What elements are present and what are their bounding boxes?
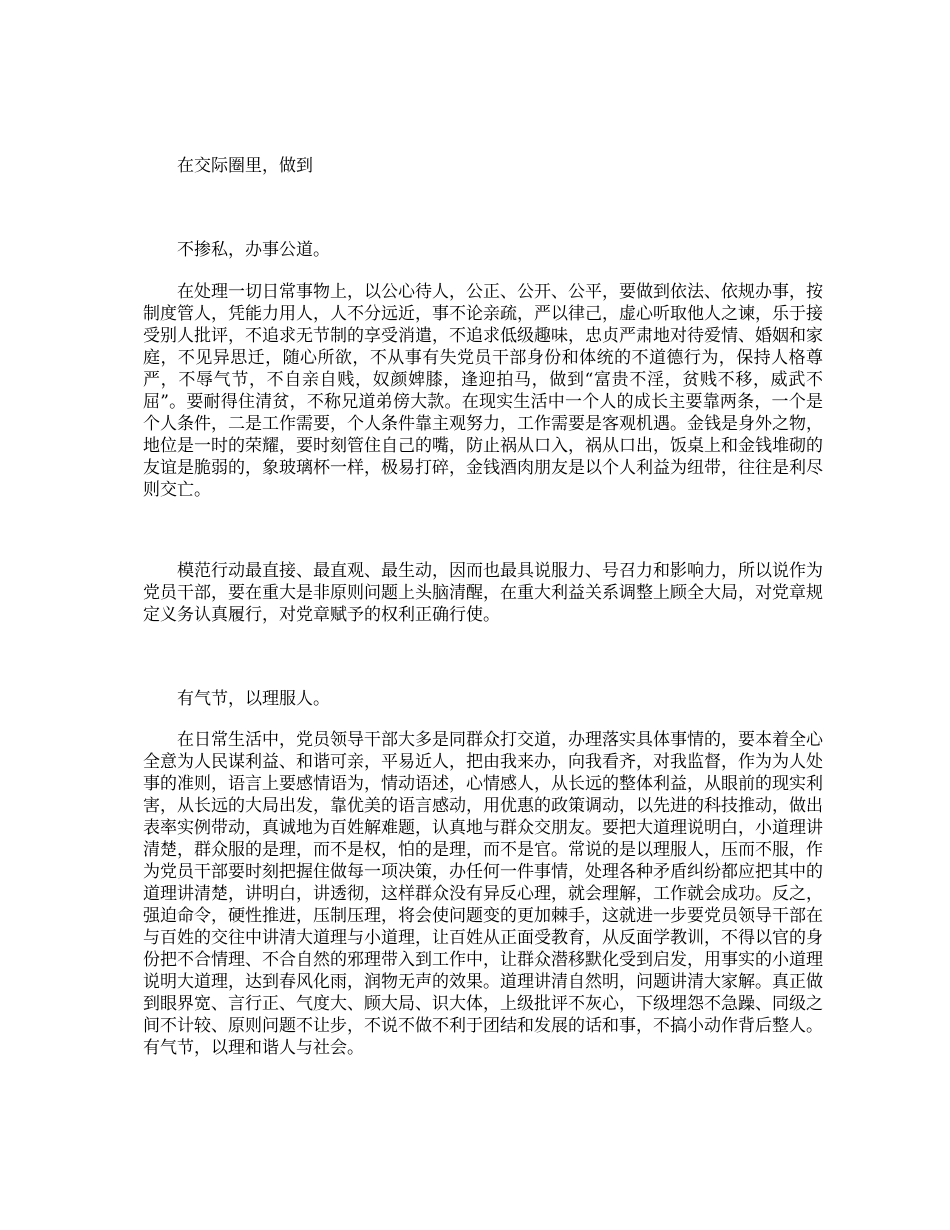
paragraph-6: 在日常生活中，党员领导干部大多是同群众打交道，办理落实具体事情的，要本着全心全意为人民谋利益、和谐可亲，平易近人，把由我来办，向我看齐，对我监督，作为为人处事的准则，语言上要感情语为，情动语述，心情感人，从长远的整体利益，从眼前的现实利害，从长远的大局出发，靠优美的语言感动，用优惠的政策调动，以先进的科技推动，做出表率实例带动，真诚地为百姓解难题，认真地与群众交朋友。要把大道理说明白，小道理讲清楚，群众服的是理，而不是权，怕的是理，而不是官。常说的是以理服人，压而不服，作为党员干部要时刻把握住做每一项决策，办任何一件事情，处理各种矛盾纠纷都应把其中的道理讲清楚，讲明白，讲透彻，这样群众没有异反心理，就会理解，工作就会成功。反之，强迫命令，硬性推进，压制压理，将会使问题变的更加棘手，这就进一步要党员领导干部在与百姓的交往中讲清大道理与小道理，让百姓从正面受教育，从反面学教训，不得以官的身份把不合情理、不合自然的邪理带入到工作中，让群众潜移默化受到启发，用事实的小道理说明大道理，达到春风化雨，润物无声的效果。道理讲清自然明，问题讲清大家解。真正做到眼界宽、言行正、气度大、顾大局、识大体，上级批评不灰心，下级埋怨不急躁、同级之间不计较、原则问题不让步，不说不做不利于团结和发展的话和事，不搞小动作背后整人。有气节，以理和谐人与社会。: [143, 730, 823, 1058]
paragraph-3: 在处理一切日常事物上，以公心待人，公正、公开、公平，要做到依法、依规办事，按制度管人，凭能力用人，人不分远近，事不论亲疏，严以律己，虚心听取他人之谏，乐于接受别人批评，不追求无节制的享受消遣，不追求低级趣味，忠贞严肃地对待爱情、婚姻和家庭，不见异思迁，随心所欲，不从事有失党员干部身份和体统的不道德行为，保持人格尊严，不辱气节，不自亲自贱，奴颜婢膝，逢迎拍马，做到“富贵不淫，贫贱不移，威武不屈”。要耐得住清贫，不称兄道弟傍大款。在现实生活中一个人的成长主要靠两条，一个是个人条件，二是工作需要，个人条件靠主观努力，工作需要是客观机遇。金钱是身外之物，地位是一时的荣耀，要时刻管住自己的嘴，防止祸从口入，祸从口出，饭桌上和金钱堆砌的友谊是脆弱的，象玻璃杯一样，极易打碎，金钱酒肉朋友是以个人利益为纽带，往往是利尽则交亡。: [143, 282, 823, 500]
paragraph-5: 有气节，以理服人。: [177, 689, 330, 709]
paragraph-1: 在交际圈里，做到: [177, 156, 313, 176]
paragraph-2: 不掺私，办事公道。: [177, 240, 330, 260]
paragraph-4: 模范行动最直接、最直观、最生动，因而也最具说服力、号召力和影响力，所以说作为党员干部，要在重大是非原则问题上头脑清醒，在重大利益关系调整上顾全大局，对党章规定义务认真履行，对党章赋予的权利正确行使。: [143, 561, 823, 625]
